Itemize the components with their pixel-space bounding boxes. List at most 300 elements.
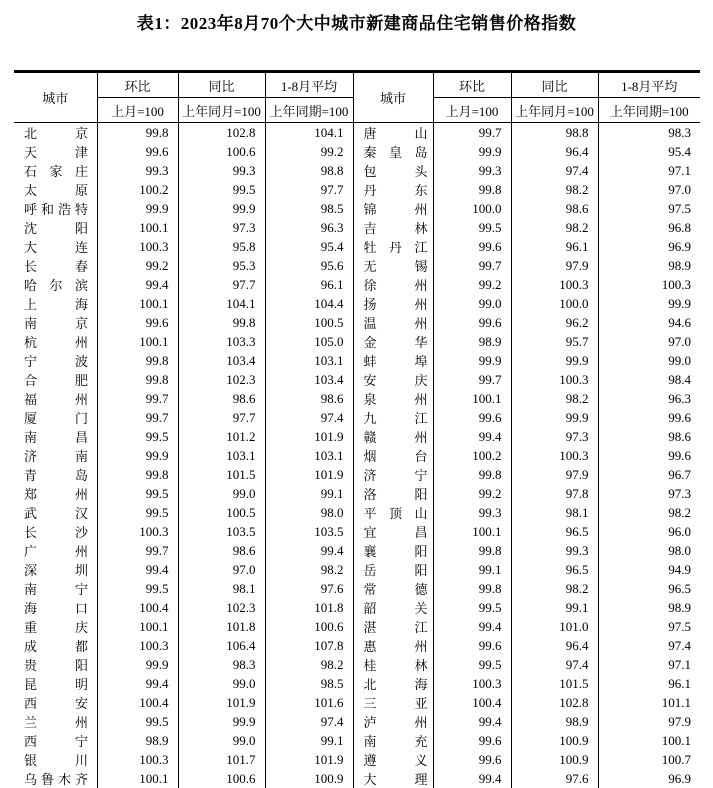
city-name-cell <box>14 750 97 769</box>
city-name: 沈阳 <box>24 221 88 236</box>
index-value-cell: 99.9 <box>97 655 178 674</box>
city-name: 长春 <box>24 259 88 274</box>
index-value-cell: 98.2 <box>668 504 691 520</box>
index-value-cell: 100.2 <box>433 446 511 465</box>
city-name: 泉州 <box>363 392 428 407</box>
index-value-cell: 98.9 <box>511 712 598 731</box>
city-name-cell <box>353 693 433 712</box>
index-value-cell: 100.9 <box>265 769 353 788</box>
index-value-cell: 99.3 <box>178 161 265 180</box>
table-row <box>14 522 700 541</box>
index-value-cell: 97.4 <box>511 161 598 180</box>
index-value-cell: 99.5 <box>97 503 178 522</box>
city-name: 牡丹江 <box>363 240 428 255</box>
city-name: 岳阳 <box>363 563 428 578</box>
city-name: 温州 <box>363 316 428 331</box>
table-row <box>14 256 700 275</box>
city-name-cell <box>14 579 97 598</box>
city-name-cell <box>14 446 97 465</box>
city-name: 徐州 <box>363 278 428 293</box>
index-value-cell: 100.3 <box>97 636 178 655</box>
city-name-cell <box>353 427 433 446</box>
index-value-cell: 98.6 <box>178 389 265 408</box>
index-value-cell: 100.9 <box>511 750 598 769</box>
index-value-cell: 99.2 <box>265 142 353 161</box>
city-name-cell <box>353 750 433 769</box>
city-name: 深圳 <box>24 563 88 578</box>
city-name-cell <box>353 332 433 351</box>
city-name: 银川 <box>24 753 88 768</box>
city-name-cell <box>353 503 433 522</box>
index-value-cell: 100.0 <box>433 199 511 218</box>
city-name-cell <box>14 370 97 389</box>
index-value-cell: 98.3 <box>178 655 265 674</box>
index-value-cell: 99.8 <box>433 541 511 560</box>
city-name-cell <box>353 541 433 560</box>
index-value-cell: 99.2 <box>433 275 511 294</box>
index-value-cell: 100.3 <box>511 275 598 294</box>
city-name-cell <box>14 674 97 693</box>
table-row <box>14 598 700 617</box>
table-row <box>14 484 700 503</box>
index-value-cell: 97.5 <box>668 200 691 216</box>
index-value-cell: 99.8 <box>97 351 178 370</box>
page-title: 表1：2023年8月70个大中城市新建商品住宅销售价格指数 <box>136 14 577 33</box>
city-name: 南充 <box>363 734 428 749</box>
index-value-cell: 102.8 <box>511 693 598 712</box>
table-row <box>14 769 700 788</box>
header-mom-base-left: 上月=100 <box>97 98 178 123</box>
index-value-cell: 100.1 <box>97 617 178 636</box>
city-name-cell <box>353 484 433 503</box>
index-value-cell: 95.4 <box>265 237 353 256</box>
index-value-cell: 99.4 <box>433 712 511 731</box>
index-value-cell: 100.1 <box>97 294 178 313</box>
index-value-cell: 99.4 <box>433 427 511 446</box>
index-value-cell: 95.6 <box>265 256 353 275</box>
index-value-cell: 97.7 <box>178 408 265 427</box>
index-value-cell: 100.4 <box>97 693 178 712</box>
city-name: 西安 <box>24 696 88 711</box>
index-value-cell: 97.3 <box>178 218 265 237</box>
city-name-cell <box>353 636 433 655</box>
index-value-cell: 104.1 <box>178 294 265 313</box>
index-value-cell: 99.4 <box>265 541 353 560</box>
city-name-cell <box>14 636 97 655</box>
city-name: 三亚 <box>363 696 428 711</box>
index-value-cell: 99.9 <box>433 351 511 370</box>
index-value-cell: 99.6 <box>668 409 691 425</box>
index-value-cell: 101.9 <box>265 750 353 769</box>
index-value-cell: 102.3 <box>178 598 265 617</box>
table-row <box>14 408 700 427</box>
index-value-cell: 98.1 <box>178 579 265 598</box>
index-value-cell: 101.8 <box>178 617 265 636</box>
city-name-cell <box>14 237 97 256</box>
city-name-cell <box>353 655 433 674</box>
city-name: 北京 <box>24 126 88 141</box>
index-value-cell: 96.8 <box>668 219 691 235</box>
city-name: 烟台 <box>363 449 428 464</box>
table-row <box>14 389 700 408</box>
table-row <box>14 427 700 446</box>
index-value-cell: 99.9 <box>178 712 265 731</box>
index-value-cell: 96.3 <box>265 218 353 237</box>
index-value-cell: 95.3 <box>178 256 265 275</box>
index-value-cell: 99.9 <box>97 446 178 465</box>
table-row <box>14 218 700 237</box>
city-name-cell <box>353 579 433 598</box>
city-name: 遵义 <box>363 753 428 768</box>
index-value-cell: 99.0 <box>433 294 511 313</box>
index-value-cell: 96.9 <box>668 238 691 254</box>
city-name: 惠州 <box>363 639 428 654</box>
index-value-cell: 100.1 <box>661 732 691 748</box>
index-value-cell: 99.8 <box>97 465 178 484</box>
index-value-cell: 96.5 <box>511 522 598 541</box>
index-value-cell: 97.6 <box>265 579 353 598</box>
city-name-cell <box>14 693 97 712</box>
index-value-cell: 94.9 <box>668 561 691 577</box>
city-name: 锦州 <box>363 202 428 217</box>
index-value-cell: 99.6 <box>433 313 511 332</box>
city-name: 桂林 <box>363 658 428 673</box>
index-value-cell: 99.2 <box>97 256 178 275</box>
city-name-cell <box>353 313 433 332</box>
index-value-cell: 99.9 <box>97 199 178 218</box>
table-row <box>14 503 700 522</box>
index-value-cell: 96.9 <box>668 770 691 786</box>
city-name: 石家庄 <box>24 164 88 179</box>
city-name: 丹东 <box>363 183 428 198</box>
city-name-cell <box>353 161 433 180</box>
index-value-cell: 97.0 <box>178 560 265 579</box>
index-value-cell: 99.3 <box>433 161 511 180</box>
index-value-cell: 99.9 <box>433 142 511 161</box>
index-value-cell: 101.5 <box>511 674 598 693</box>
index-value-cell: 100.1 <box>97 332 178 351</box>
city-name-cell <box>14 560 97 579</box>
city-name: 蚌埠 <box>363 354 428 369</box>
index-value-cell: 99.1 <box>265 484 353 503</box>
city-name-cell <box>353 199 433 218</box>
index-value-cell: 96.5 <box>668 580 691 596</box>
index-value-cell: 99.5 <box>433 655 511 674</box>
city-name-cell <box>14 389 97 408</box>
index-value-cell: 99.7 <box>433 256 511 275</box>
index-value-cell: 100.6 <box>178 769 265 788</box>
city-name-cell <box>353 712 433 731</box>
header-avg-right: 1-8月平均 <box>598 72 700 98</box>
index-value-cell: 101.9 <box>265 465 353 484</box>
index-value-cell: 103.4 <box>178 351 265 370</box>
city-name-cell <box>14 142 97 161</box>
index-value-cell: 98.2 <box>265 655 353 674</box>
index-value-cell: 100.3 <box>661 276 691 292</box>
index-value-cell: 99.5 <box>97 484 178 503</box>
header-avg-base-left: 上年同期=100 <box>265 98 353 123</box>
table-row <box>14 351 700 370</box>
city-name-cell <box>14 617 97 636</box>
city-name-cell <box>353 408 433 427</box>
header-city-right: 城市 <box>353 72 433 123</box>
index-value-cell: 99.8 <box>433 180 511 199</box>
index-value-cell: 104.1 <box>265 123 353 143</box>
index-value-cell: 100.1 <box>433 522 511 541</box>
table-row <box>14 712 700 731</box>
index-value-cell: 95.8 <box>178 237 265 256</box>
city-name: 太原 <box>24 183 88 198</box>
index-value-cell: 99.5 <box>433 598 511 617</box>
index-value-cell: 99.7 <box>433 123 511 143</box>
index-value-cell: 98.6 <box>178 541 265 560</box>
city-name: 秦皇岛 <box>363 145 428 160</box>
index-value-cell: 103.5 <box>178 522 265 541</box>
city-name: 长沙 <box>24 525 88 540</box>
index-value-cell: 100.0 <box>511 294 598 313</box>
index-value-cell: 97.3 <box>668 485 691 501</box>
index-value-cell: 99.5 <box>97 579 178 598</box>
index-value-cell: 98.2 <box>511 579 598 598</box>
index-value-cell: 101.8 <box>265 598 353 617</box>
index-value-cell: 101.7 <box>178 750 265 769</box>
index-value-cell: 99.4 <box>433 617 511 636</box>
index-value-cell: 98.3 <box>668 124 691 140</box>
index-value-cell: 98.0 <box>265 503 353 522</box>
city-name: 襄阳 <box>363 544 428 559</box>
index-value-cell: 103.1 <box>265 446 353 465</box>
city-name-cell <box>353 731 433 750</box>
city-name: 昆明 <box>24 677 88 692</box>
city-name: 宜昌 <box>363 525 428 540</box>
city-name: 哈尔滨 <box>24 278 88 293</box>
index-value-cell: 100.3 <box>511 370 598 389</box>
index-value-cell: 100.6 <box>178 142 265 161</box>
index-value-cell: 99.1 <box>433 560 511 579</box>
city-name: 安庆 <box>363 373 428 388</box>
table-row <box>14 161 700 180</box>
city-name: 贵阳 <box>24 658 88 673</box>
index-value-cell: 99.8 <box>178 313 265 332</box>
city-name-cell <box>14 731 97 750</box>
index-value-cell: 99.7 <box>97 541 178 560</box>
city-name-cell <box>353 256 433 275</box>
header-yoy-right: 同比 <box>511 72 598 98</box>
index-value-cell: 104.4 <box>265 294 353 313</box>
city-name-cell <box>353 446 433 465</box>
city-name-cell <box>353 275 433 294</box>
table-row <box>14 617 700 636</box>
index-value-cell: 98.2 <box>511 180 598 199</box>
index-value-cell: 99.6 <box>668 447 691 463</box>
city-name: 呼和浩特 <box>24 202 88 217</box>
index-value-cell: 97.3 <box>511 427 598 446</box>
table-row <box>14 750 700 769</box>
index-value-cell: 97.8 <box>511 484 598 503</box>
index-value-cell: 97.1 <box>668 656 691 672</box>
city-name-cell <box>14 199 97 218</box>
header-city-left: 城市 <box>14 72 97 123</box>
index-value-cell: 98.4 <box>668 371 691 387</box>
index-value-cell: 105.0 <box>265 332 353 351</box>
city-name: 广州 <box>24 544 88 559</box>
index-value-cell: 97.0 <box>668 181 691 197</box>
index-value-cell: 100.4 <box>433 693 511 712</box>
city-name-cell <box>14 427 97 446</box>
city-name: 北海 <box>363 677 428 692</box>
index-value-cell: 99.9 <box>178 199 265 218</box>
price-index-table <box>14 70 700 788</box>
city-name-cell <box>353 370 433 389</box>
city-name-cell <box>353 294 433 313</box>
city-name-cell <box>14 218 97 237</box>
index-value-cell: 97.4 <box>511 655 598 674</box>
city-name-cell <box>353 617 433 636</box>
index-value-cell: 97.7 <box>178 275 265 294</box>
index-value-cell: 99.0 <box>668 352 691 368</box>
city-name-cell <box>353 598 433 617</box>
index-value-cell: 96.5 <box>511 560 598 579</box>
index-value-cell: 97.1 <box>668 162 691 178</box>
index-value-cell: 94.6 <box>668 314 691 330</box>
table-header <box>14 72 700 123</box>
index-value-cell: 98.6 <box>265 389 353 408</box>
city-name-cell <box>353 389 433 408</box>
index-value-cell: 99.7 <box>97 389 178 408</box>
index-value-cell: 100.3 <box>97 237 178 256</box>
index-value-cell: 98.2 <box>265 560 353 579</box>
index-value-cell: 100.3 <box>97 750 178 769</box>
city-name-cell <box>353 560 433 579</box>
index-value-cell: 100.1 <box>97 218 178 237</box>
city-name: 九江 <box>363 411 428 426</box>
city-name: 福州 <box>24 392 88 407</box>
city-name: 南宁 <box>24 582 88 597</box>
header-mom-right: 环比 <box>433 72 511 98</box>
table-row <box>14 731 700 750</box>
city-name-cell <box>353 465 433 484</box>
index-value-cell: 97.9 <box>511 465 598 484</box>
city-name-cell <box>353 522 433 541</box>
city-name-cell <box>353 180 433 199</box>
table-row <box>14 180 700 199</box>
index-value-cell: 99.7 <box>433 370 511 389</box>
index-value-cell: 99.9 <box>668 295 691 311</box>
city-name-cell <box>14 294 97 313</box>
index-value-cell: 99.8 <box>433 465 511 484</box>
city-name-cell <box>14 484 97 503</box>
index-value-cell: 98.8 <box>511 123 598 143</box>
city-name-cell <box>14 123 97 143</box>
header-yoy-left: 同比 <box>178 72 265 98</box>
city-name: 厦门 <box>24 411 88 426</box>
index-value-cell: 99.6 <box>97 142 178 161</box>
table-row <box>14 674 700 693</box>
city-name-cell <box>14 655 97 674</box>
index-value-cell: 99.4 <box>97 275 178 294</box>
index-value-cell: 100.3 <box>97 522 178 541</box>
index-value-cell: 101.9 <box>265 427 353 446</box>
city-name-cell <box>14 541 97 560</box>
index-value-cell: 99.5 <box>97 427 178 446</box>
city-name: 南京 <box>24 316 88 331</box>
index-value-cell: 97.4 <box>265 408 353 427</box>
index-value-cell: 100.3 <box>511 446 598 465</box>
index-value-cell: 99.3 <box>511 541 598 560</box>
index-value-cell: 98.9 <box>668 599 691 615</box>
index-value-cell: 98.2 <box>511 218 598 237</box>
index-value-cell: 99.6 <box>433 237 511 256</box>
city-name-cell <box>14 351 97 370</box>
city-name-cell <box>353 351 433 370</box>
index-value-cell: 107.8 <box>265 636 353 655</box>
city-name: 扬州 <box>363 297 428 312</box>
table-row <box>14 237 700 256</box>
header-row-1 <box>14 72 700 98</box>
index-value-cell: 101.6 <box>265 693 353 712</box>
city-name: 韶关 <box>363 601 428 616</box>
city-name-cell <box>353 142 433 161</box>
header-yoy-base-right: 上年同月=100 <box>511 98 598 123</box>
city-name: 海口 <box>24 601 88 616</box>
index-value-cell: 100.2 <box>97 180 178 199</box>
index-value-cell: 99.6 <box>433 750 511 769</box>
index-value-cell: 99.8 <box>97 123 178 143</box>
index-value-cell: 98.6 <box>668 428 691 444</box>
table-row <box>14 446 700 465</box>
index-value-cell: 100.5 <box>178 503 265 522</box>
index-value-cell: 100.1 <box>97 769 178 788</box>
index-value-cell: 95.7 <box>511 332 598 351</box>
index-value-cell: 101.9 <box>178 693 265 712</box>
city-name: 洛阳 <box>363 487 428 502</box>
index-value-cell: 99.5 <box>433 218 511 237</box>
index-value-cell: 97.0 <box>668 333 691 349</box>
index-value-cell: 99.0 <box>178 674 265 693</box>
index-value-cell: 102.3 <box>178 370 265 389</box>
index-value-cell: 98.0 <box>668 542 691 558</box>
index-value-cell: 98.1 <box>511 503 598 522</box>
city-name: 成都 <box>24 639 88 654</box>
index-value-cell: 98.9 <box>97 731 178 750</box>
city-name-cell <box>14 522 97 541</box>
index-value-cell: 100.4 <box>97 598 178 617</box>
index-value-cell: 99.6 <box>433 408 511 427</box>
city-name: 唐山 <box>363 126 428 141</box>
city-name: 赣州 <box>363 430 428 445</box>
city-name: 郑州 <box>24 487 88 502</box>
index-value-cell: 97.4 <box>265 712 353 731</box>
index-value-cell: 100.6 <box>265 617 353 636</box>
city-name: 武汉 <box>24 506 88 521</box>
header-mom-left: 环比 <box>97 72 178 98</box>
city-name: 金华 <box>363 335 428 350</box>
index-value-cell: 96.3 <box>668 390 691 406</box>
index-value-cell: 96.7 <box>668 466 691 482</box>
table-row <box>14 465 700 484</box>
city-name: 南昌 <box>24 430 88 445</box>
city-name-cell <box>14 256 97 275</box>
index-value-cell: 97.9 <box>511 256 598 275</box>
city-name: 济南 <box>24 449 88 464</box>
index-value-cell: 101.1 <box>661 694 691 710</box>
index-value-cell: 103.5 <box>265 522 353 541</box>
city-name: 大理 <box>363 772 428 787</box>
city-name-cell <box>14 408 97 427</box>
city-name: 常德 <box>363 582 428 597</box>
index-value-cell: 100.7 <box>661 751 691 767</box>
index-value-cell: 99.1 <box>265 731 353 750</box>
